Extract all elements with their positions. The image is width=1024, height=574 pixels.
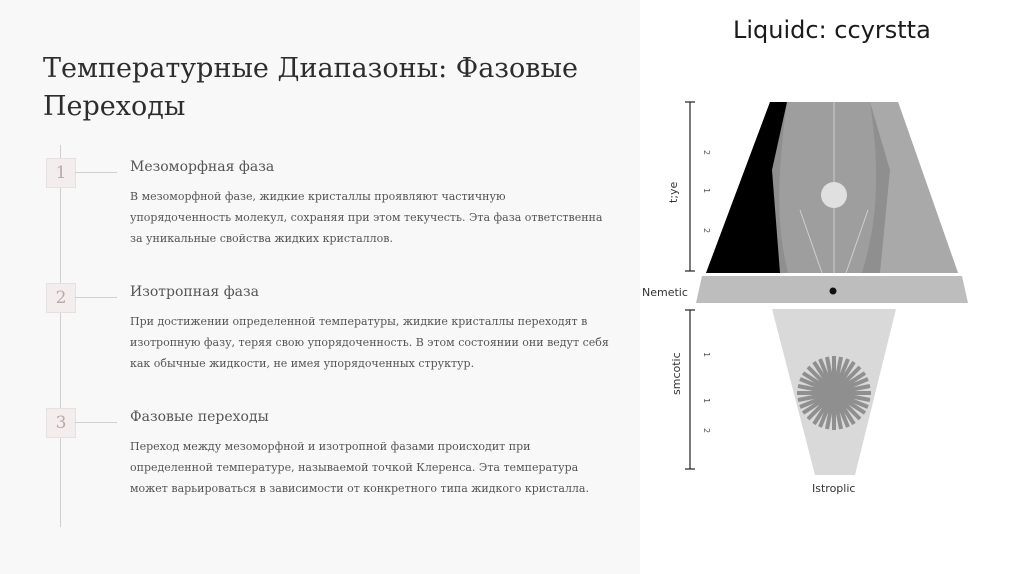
step-heading: Мезоморфная фаза [130,159,275,175]
step-text: В мезоморфной фазе, жидкие кристаллы проявляют частичную упорядоченность молекул, сохраняя при этом текучесть. Эта фаза ответственна за уникальные свойства жидких кристаллов. [130,190,603,245]
upper-axis-label: t;ye [667,181,680,203]
starburst-icon [797,356,871,430]
phase-diagram [640,60,1024,500]
upper-tick: 2 [702,150,711,156]
lower-axis [670,310,711,469]
step-heading: Изотропная фаза [130,284,259,300]
step-text: Переход между мезоморфной и изотропной фазами происходит при определенной температуре, называемой точкой Клеренса. Эта температура может варьироваться в зависимости от конкретного типа жидкого кристалла. [130,440,589,495]
upper-axis [667,102,711,271]
upper-molecule-dot [821,182,847,208]
step-number: 1 [46,158,76,188]
step-connector [75,422,117,423]
lower-tick: 1 [702,398,711,404]
lower-tick: 2 [702,428,711,434]
lower-tick: 1 [702,352,711,358]
upper-phase-block [706,102,958,273]
timeline-line [60,145,61,527]
step-heading: Фазовые переходы [130,409,269,425]
nematic-label: Nemetic [642,286,688,299]
figure-title: Liquidc: ccyrstta [733,16,931,44]
isotropic-label: Istroplic [812,482,856,495]
step-text: При достижении определенной температуры, жидкие кристаллы переходят в изотропную фазу, теряя свою упорядоченность. В этом состоянии они ведут себя как обычные жидкости, не имея упорядоченных структур. [130,315,609,370]
step-connector [75,172,117,173]
lower-axis-label: smcotic [670,352,683,395]
nematic-dot [830,288,837,295]
step-connector [75,297,117,298]
upper-tick: 2 [702,228,711,234]
step-number: 2 [46,283,76,313]
step-number: 3 [46,408,76,438]
page-title: Температурные Диапазоны: Фазовые Переходы [43,53,578,122]
upper-tick: 1 [702,188,711,194]
